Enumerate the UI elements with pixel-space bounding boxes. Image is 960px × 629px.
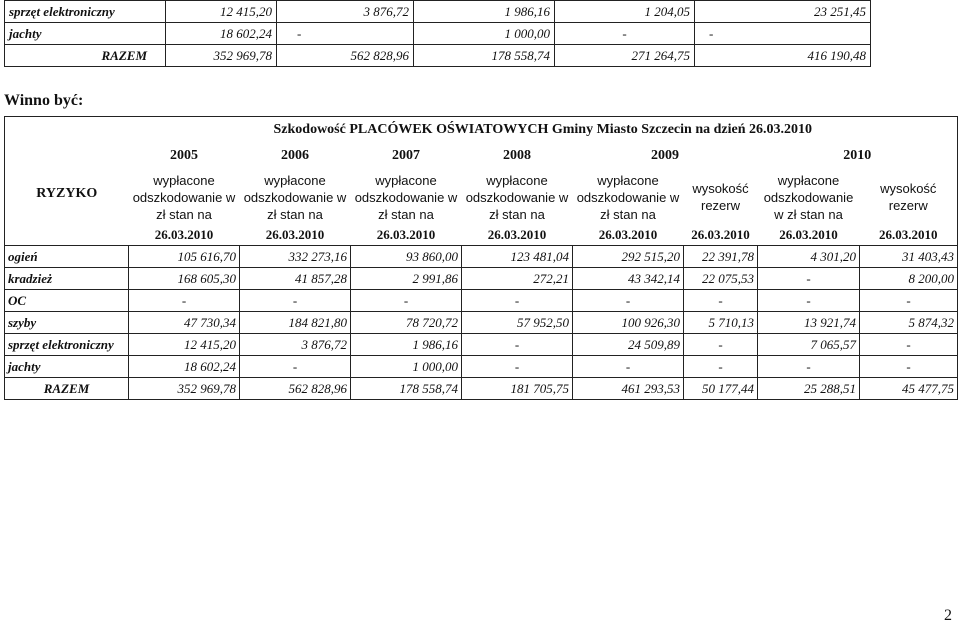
row-label: jachty: [5, 23, 166, 45]
date-header: 26.03.2010: [154, 227, 214, 242]
cell-value: -: [240, 290, 351, 312]
cell-value: -: [573, 356, 684, 378]
cell-value: 22 075,53: [684, 268, 758, 290]
cell-value: 181 705,75: [462, 378, 573, 400]
cell-value: 1 000,00: [351, 356, 462, 378]
previous-table-fragment: [4, 0, 871, 67]
cell-value: 461 293,53: [573, 378, 684, 400]
cell-value: 100 926,30: [573, 312, 684, 334]
cell-value: 123 481,04: [462, 246, 573, 268]
row-label: jachty: [5, 356, 129, 378]
claims-table: [4, 116, 958, 400]
cell-value: 5 710,13: [684, 312, 758, 334]
cell-value: 78 720,72: [351, 312, 462, 334]
date-header: 26.03.2010: [779, 227, 838, 242]
cell-value: 272,21: [462, 268, 573, 290]
cell-value: -: [684, 334, 758, 356]
year-header: 2010: [758, 142, 958, 169]
cell-value: 50 177,44: [684, 378, 758, 400]
table-row: [5, 246, 958, 268]
cell-value: 41 857,28: [240, 268, 351, 290]
row-label: RAZEM: [5, 378, 129, 400]
cell-value: -: [758, 290, 860, 312]
table-row: [5, 334, 958, 356]
cell-value: 13 921,74: [758, 312, 860, 334]
page-number: 2: [944, 607, 952, 624]
cell-value: -: [684, 356, 758, 378]
date-header: 26.03.2010: [598, 227, 658, 242]
cell-value: 562 828,96: [277, 45, 414, 67]
column-description: wypłacone odszkodowanie w zł stan na: [576, 172, 680, 222]
cell-value: 45 477,75: [860, 378, 958, 400]
risk-header: RYZYKO: [5, 142, 129, 246]
cell-value: -: [555, 23, 695, 45]
year-header: 2005: [170, 147, 198, 163]
cell-value: 12 415,20: [129, 334, 240, 356]
date-header-row: [5, 225, 958, 246]
row-label: RAZEM: [5, 45, 166, 67]
year-header: 2009: [651, 147, 679, 163]
table-row: [5, 290, 958, 312]
table-row: [5, 312, 958, 334]
cell-value: 105 616,70: [129, 246, 240, 268]
column-description: wypłacone odszkodowanie w zł stan na: [132, 172, 236, 222]
cell-value: 1 000,00: [414, 23, 555, 45]
correction-heading: Winno być:: [4, 92, 84, 109]
table-title-row: [5, 117, 958, 143]
column-description: wypłacone odszkodowanie w zł stan na: [354, 172, 458, 222]
cell-value: 12 415,20: [166, 1, 277, 23]
cell-value: 93 860,00: [351, 246, 462, 268]
row-label: sprzęt elektroniczny: [5, 1, 166, 23]
date-header: 26.03.2010: [487, 227, 547, 242]
table-row: [5, 268, 958, 290]
cell-value: -: [129, 290, 240, 312]
year-header: 2008: [503, 147, 531, 163]
row-label: kradzież: [5, 268, 129, 290]
table-row: [5, 356, 958, 378]
table-row: [5, 23, 871, 45]
date-header: 26.03.2010: [860, 225, 958, 246]
cell-value: 1 986,16: [351, 334, 462, 356]
cell-value: 562 828,96: [240, 378, 351, 400]
table-row: [5, 45, 871, 67]
cell-value: -: [462, 334, 573, 356]
cell-value: 1 986,16: [414, 1, 555, 23]
cell-value: 178 558,74: [351, 378, 462, 400]
column-description: wysokość rezerw: [692, 181, 749, 213]
row-label: ogień: [5, 246, 129, 268]
cell-value: 8 200,00: [860, 268, 958, 290]
cell-value: -: [860, 334, 958, 356]
cell-value: -: [758, 268, 860, 290]
cell-value: -: [277, 23, 414, 45]
row-label: OC: [5, 290, 129, 312]
cell-value: 22 391,78: [684, 246, 758, 268]
cell-value: 18 602,24: [129, 356, 240, 378]
cell-value: 184 821,80: [240, 312, 351, 334]
column-description: wypłacone odszkodowanie w zł stan na: [243, 172, 347, 222]
year-header-row: [5, 142, 958, 169]
column-description: wypłacone odszkodowanie w zł stan na: [763, 172, 854, 222]
cell-value: 2 991,86: [351, 268, 462, 290]
cell-value: 24 509,89: [573, 334, 684, 356]
cell-value: 7 065,57: [758, 334, 860, 356]
row-label: szyby: [5, 312, 129, 334]
cell-value: 271 264,75: [555, 45, 695, 67]
cell-value: 332 273,16: [240, 246, 351, 268]
cell-value: 47 730,34: [129, 312, 240, 334]
cell-value: -: [462, 290, 573, 312]
cell-value: 25 288,51: [758, 378, 860, 400]
cell-value: 352 969,78: [129, 378, 240, 400]
cell-value: 31 403,43: [860, 246, 958, 268]
date-header: 26.03.2010: [691, 227, 750, 242]
table-row: [5, 378, 958, 400]
cell-value: 3 876,72: [277, 1, 414, 23]
cell-value: 3 876,72: [240, 334, 351, 356]
table-title: Szkodowość PLACÓWEK OŚWIATOWYCH Gminy Miasto Szczecin na dzień 26.03.2010: [129, 117, 958, 143]
year-header: 2007: [392, 147, 420, 163]
cell-value: 4 301,20: [758, 246, 860, 268]
cell-value: -: [462, 356, 573, 378]
cell-value: -: [240, 356, 351, 378]
cell-value: 352 969,78: [166, 45, 277, 67]
cell-value: -: [351, 290, 462, 312]
cell-value: 23 251,45: [695, 1, 871, 23]
cell-value: -: [860, 290, 958, 312]
cell-value: 18 602,24: [166, 23, 277, 45]
column-description-row: [5, 169, 958, 225]
cell-value: 43 342,14: [573, 268, 684, 290]
cell-value: 416 190,48: [695, 45, 871, 67]
table-row: [5, 1, 871, 23]
cell-value: 178 558,74: [414, 45, 555, 67]
date-header: 26.03.2010: [376, 227, 436, 242]
cell-value: -: [684, 290, 758, 312]
cell-value: 57 952,50: [462, 312, 573, 334]
date-header: 26.03.2010: [265, 227, 325, 242]
cell-value: 1 204,05: [555, 1, 695, 23]
column-description: wypłacone odszkodowanie w zł stan na: [465, 172, 569, 222]
cell-value: -: [695, 23, 871, 45]
row-label: sprzęt elektroniczny: [5, 334, 129, 356]
cell-value: -: [573, 290, 684, 312]
cell-value: 292 515,20: [573, 246, 684, 268]
cell-value: 168 605,30: [129, 268, 240, 290]
column-description: wysokość rezerw: [860, 169, 958, 225]
year-header: 2006: [281, 147, 309, 163]
cell-value: 5 874,32: [860, 312, 958, 334]
cell-value: -: [758, 356, 860, 378]
cell-value: -: [860, 356, 958, 378]
